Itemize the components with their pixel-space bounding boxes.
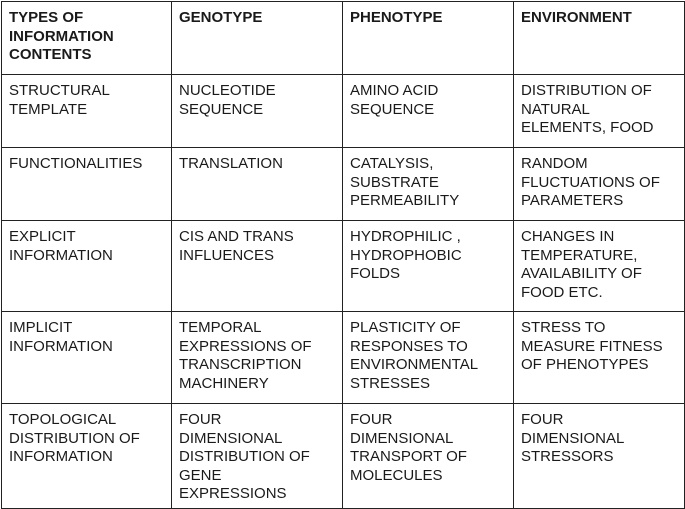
- table-header-row: [2, 2, 685, 75]
- table-row: [2, 312, 685, 404]
- phenotype-cell: HYDROPHILIC , HYDROPHOBIC FOLDS: [343, 221, 514, 312]
- genotype-cell: CIS AND TRANS INFLUENCES: [172, 221, 343, 312]
- row-label-cell: STRUCTURAL TEMPLATE: [2, 75, 172, 148]
- table-row: [2, 148, 685, 221]
- environment-cell: STRESS TO MEASURE FITNESS OF PHENOTYPES: [514, 312, 685, 404]
- environment-cell: FOUR DIMENSIONAL STRESSORS: [514, 404, 685, 509]
- genotype-cell: FOUR DIMENSIONAL DISTRIBUTION OF GENE EXPRESSIONS: [172, 404, 343, 509]
- phenotype-cell: FOUR DIMENSIONAL TRANSPORT OF MOLECULES: [343, 404, 514, 509]
- table-row: [2, 404, 685, 509]
- information-content-table: [1, 1, 685, 509]
- header-genotype: GENOTYPE: [172, 2, 343, 75]
- phenotype-cell: CATALYSIS, SUBSTRATE PERMEABILITY: [343, 148, 514, 221]
- row-label-cell: IMPLICIT INFORMATION: [2, 312, 172, 404]
- header-phenotype: PHENOTYPE: [343, 2, 514, 75]
- phenotype-cell: PLASTICITY OF RESPONSES TO ENVIRONMENTAL STRESSES: [343, 312, 514, 404]
- genotype-cell: NUCLEOTIDE SEQUENCE: [172, 75, 343, 148]
- row-label-cell: FUNCTIONALITIES: [2, 148, 172, 221]
- table-row: [2, 75, 685, 148]
- header-environment: ENVIRONMENT: [514, 2, 685, 75]
- phenotype-cell: AMINO ACID SEQUENCE: [343, 75, 514, 148]
- table-row: [2, 221, 685, 312]
- genotype-cell: TRANSLATION: [172, 148, 343, 221]
- header-types-of-information: TYPES OF INFORMATION CONTENTS: [2, 2, 172, 75]
- environment-cell: CHANGES IN TEMPERATURE, AVAILABILITY OF FOOD ETC.: [514, 221, 685, 312]
- environment-cell: DISTRIBUTION OF NATURAL ELEMENTS, FOOD: [514, 75, 685, 148]
- row-label-cell: TOPOLOGICAL DISTRIBUTION OF INFORMATION: [2, 404, 172, 509]
- row-label-cell: EXPLICIT INFORMATION: [2, 221, 172, 312]
- genotype-cell: TEMPORAL EXPRESSIONS OF TRANSCRIPTION MACHINERY: [172, 312, 343, 404]
- environment-cell: RANDOM FLUCTUATIONS OF PARAMETERS: [514, 148, 685, 221]
